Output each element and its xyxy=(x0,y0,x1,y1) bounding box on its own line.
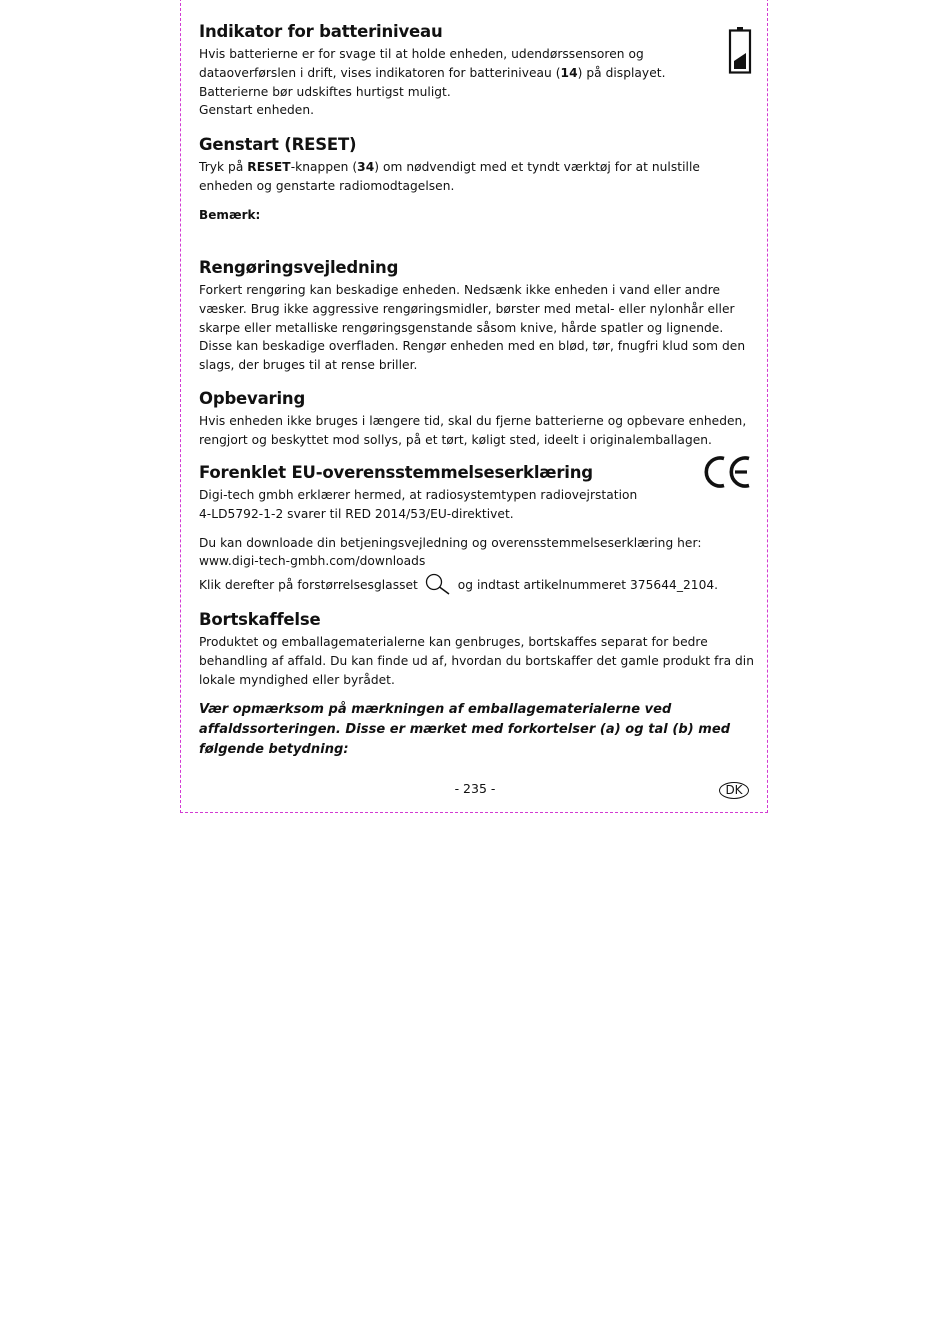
section-battery-indicator xyxy=(199,21,754,120)
paragraph: Klik derefter på forstørrelsesglasset og indtast artikelnummeret 375644_2104. xyxy=(199,573,754,595)
paragraph: Batterierne bør udskiftes hurtigst muligt. xyxy=(199,84,451,99)
country-code-badge: DK xyxy=(719,782,749,799)
section-title: Opbevaring xyxy=(199,389,306,408)
magnifying-glass-icon xyxy=(424,573,452,595)
paragraph: Genstart enheden. xyxy=(199,103,315,118)
section-cleaning xyxy=(199,257,754,375)
reference-number: 34 xyxy=(357,160,375,174)
emphasis-paragraph: Vær opmærksom på mærkningen af emballagematerialerne ved affaldssorteringen. Disse er mærket med forkortelser (a) og tal (b) med følgende betydning: xyxy=(199,702,731,758)
section-reset xyxy=(199,134,754,224)
paragraph: Du kan downloade din betjeningsvejledning og overensstemmelseserklæring her: www.digi-tech-gmbh.com/downloads xyxy=(199,535,702,569)
section-title: Indikator for batteriniveau xyxy=(199,22,443,41)
section-eu-declaration xyxy=(199,462,754,595)
download-url: www.digi-tech-gmbh.com/downloads xyxy=(199,554,426,569)
paragraph: Forkert rengøring kan beskadige enheden. Nedsænk ikke enheden i vand eller andre væsker. Brug ikke aggressive rengøringsmidler, børster med metal- eller nylonhår eller skarpe eller metalliske rengøringsgenstande såsom knive, hårde spatler og lignende. Disse kan beskadige overfladen. Rengør enheden med en blød, tør, fnugfri klud som den slags, der bruges til at rense briller. xyxy=(199,283,746,373)
section-storage xyxy=(199,388,754,450)
section-title: Rengøringsvejledning xyxy=(199,258,399,277)
paragraph: Produktet og emballagematerialerne kan genbruges, bortskaffes separat for bedre behandling af affald. Du kan finde ud af, hvordan du bortskaffer det gamle produkt fra din lokale myndighed eller byrådet. xyxy=(199,635,755,687)
reference-number: 14 xyxy=(560,65,578,80)
section-title: Forenklet EU-overensstemmelseserklæring xyxy=(199,463,593,482)
paragraph: Digi-tech gmbh erklærer hermed, at radiosystemtypen radiovejrstation 4-LD5792-1-2 svarer til RED 2014/53/EU-direktivet. xyxy=(199,488,638,521)
section-disposal xyxy=(199,609,754,760)
page-number: - 235 - xyxy=(454,781,496,796)
note-label: Bemærk: xyxy=(199,207,261,222)
section-title: Genstart (RESET) xyxy=(199,135,357,154)
reset-label: RESET xyxy=(247,160,291,174)
section-title: Bortskaffelse xyxy=(199,610,321,629)
paragraph: Hvis enheden ikke bruges i længere tid, skal du fjerne batterierne og opbevare enheden, rengjort og beskyttet mod sollys, på et tørt, køligt sted, ideelt i originalemballagen. xyxy=(199,414,747,447)
paragraph: Hvis batterierne er for svage til at holde enheden, udendørssensoren og dataoverførslen i drift, vises indikatoren for batteriniveau (14) på displayet. xyxy=(199,47,666,80)
paragraph: Tryk på RESET-knappen (34) om nødvendigt med et tyndt værktøj for at nulstille enheden og genstarte radiomodtagelsen. xyxy=(199,160,700,193)
